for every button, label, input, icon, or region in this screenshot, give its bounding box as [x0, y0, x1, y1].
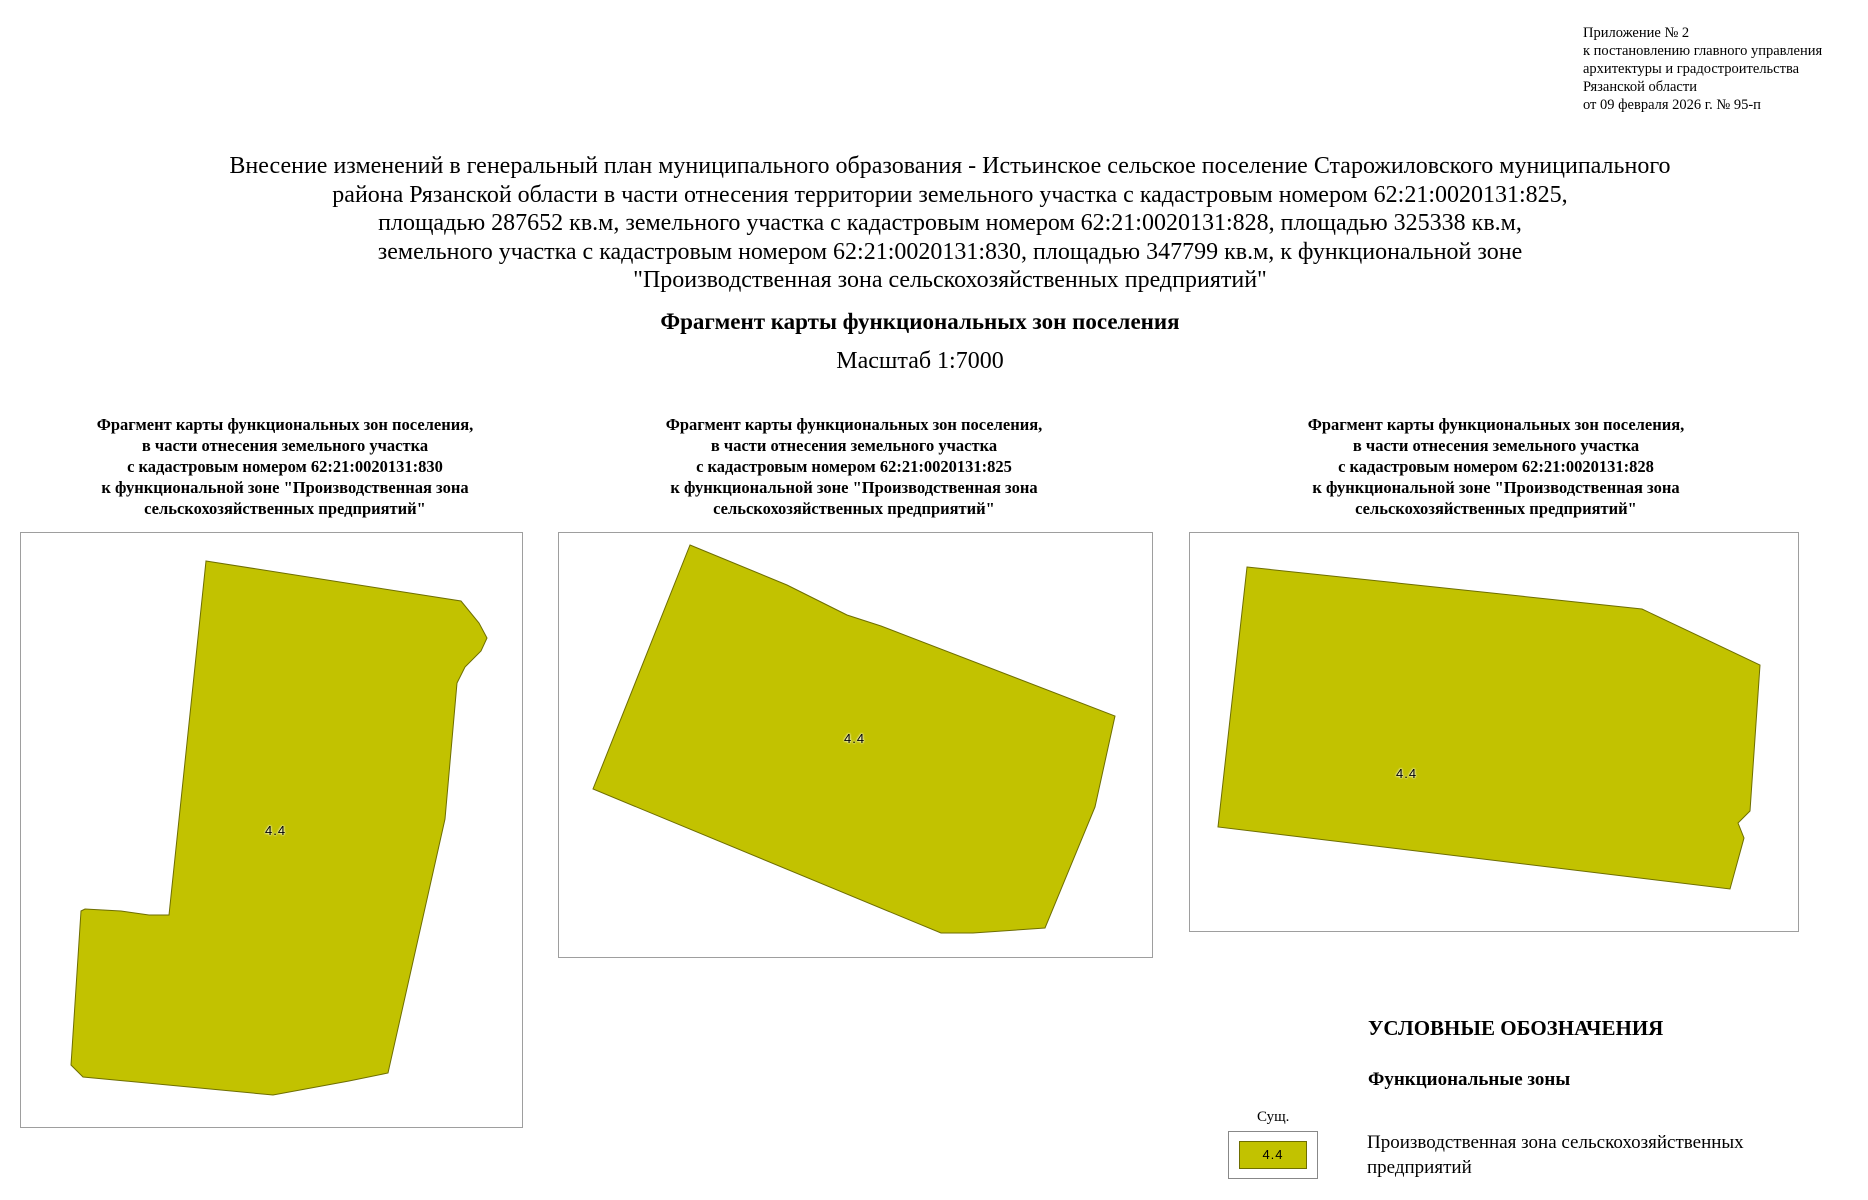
map-frame-830[interactable] [20, 532, 523, 1128]
fragment-title: Фрагмент карты функциональных зон поселения [660, 309, 1180, 334]
zone-code-label: 4.4 [844, 731, 866, 746]
map-title-830 [35, 414, 535, 519]
map-frame-828[interactable] [1189, 532, 1799, 932]
main-title-line: земельного участка с кадастровым номером 62:21:0020131:830, площадью 347799 кв.м, к функциональной зоне [377, 238, 1523, 265]
map-title-line: в части отнесения земельного участка [141, 436, 429, 455]
appendix-note: Приложение № 2 к постановлению главного управления архитектуры и градостроительства Рязанской области от 09 февраля 2026 г. № 95-п [1583, 25, 1823, 113]
map-title-line: с кадастровым номером 62:21:0020131:828 [1338, 457, 1654, 476]
map-title-line: Фрагмент карты функциональных зон поселения, [1307, 415, 1685, 434]
map-title-line: сельскохозяйственных предприятий" [1355, 499, 1637, 518]
zone-code-label: 4.4 [1396, 766, 1418, 781]
legend-title: УСЛОВНЫЕ ОБОЗНАЧЕНИЯ [1368, 1016, 1664, 1040]
map-title-line: с кадастровым номером 62:21:0020131:825 [696, 457, 1012, 476]
legend-swatch-frame [1228, 1131, 1318, 1179]
legend-swatch-code: 4.4 [1262, 1147, 1284, 1162]
map-title-line: Фрагмент карты функциональных зон поселения, [665, 415, 1043, 434]
legend-swatch [1239, 1141, 1307, 1169]
map-title-828 [1246, 414, 1746, 519]
main-title-line: "Производственная зона сельскохозяйственных предприятий" [633, 267, 1267, 294]
map-frame-825[interactable] [558, 532, 1153, 958]
legend-column-header: Сущ. [1257, 1109, 1290, 1125]
map-scale: Масштаб 1:7000 [836, 348, 1004, 374]
legend-item-label: Производственная зона сельскохозяйственных предприятий [1367, 1132, 1744, 1178]
map-canvas-828 [1190, 533, 1798, 931]
main-title [150, 152, 1750, 295]
legend-subtitle: Функциональные зоны [1368, 1069, 1571, 1090]
zone-parcel-828[interactable] [1218, 567, 1760, 889]
map-title-line: к функциональной зоне "Производственная зона [670, 478, 1038, 497]
map-title-line: в части отнесения земельного участка [1352, 436, 1640, 455]
main-title-line: площадью 287652 кв.м, земельного участка с кадастровым номером 62:21:0020131:828, площадью 325338 кв.м, [378, 210, 1522, 237]
zone-code-label: 4.4 [265, 823, 287, 838]
main-title-line: Внесение изменений в генеральный план муниципального образования - Истьинское сельское поселение Старожиловского муниципального [229, 153, 1671, 179]
map-title-line: сельскохозяйственных предприятий" [144, 499, 426, 518]
map-title-line: с кадастровым номером 62:21:0020131:830 [127, 457, 443, 476]
map-title-line: сельскохозяйственных предприятий" [713, 499, 995, 518]
map-title-line: Фрагмент карты функциональных зон поселения, [96, 415, 474, 434]
main-title-line: района Рязанской области в части отнесения территории земельного участка с кадастровым номером 62:21:0020131:825, [332, 181, 1568, 208]
map-title-825 [604, 414, 1104, 519]
map-title-line: в части отнесения земельного участка [710, 436, 998, 455]
map-title-line: к функциональной зоне "Производственная зона [1312, 478, 1680, 497]
map-title-line: к функциональной зоне "Производственная зона [101, 478, 469, 497]
